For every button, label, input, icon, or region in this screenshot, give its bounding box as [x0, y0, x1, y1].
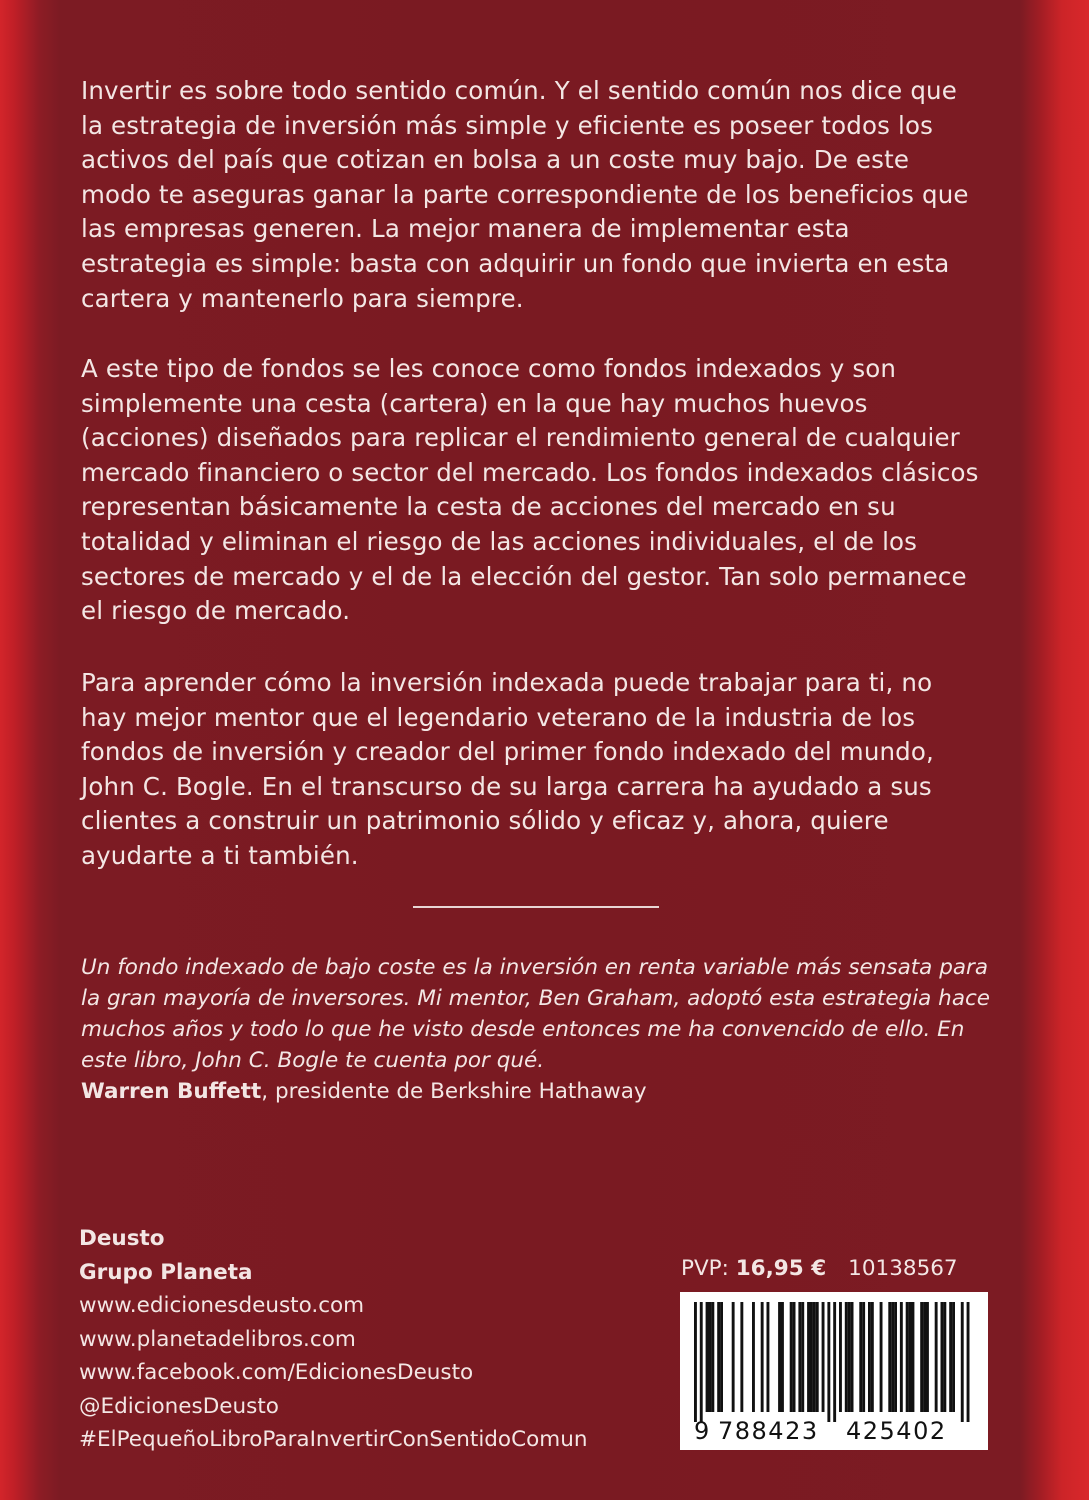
barcode-bar [906, 1302, 909, 1412]
product-code: 10138567 [848, 1256, 958, 1281]
barcode-bar [793, 1302, 796, 1412]
barcode-bar [810, 1302, 813, 1412]
barcode-bar [740, 1302, 743, 1412]
barcode-bar [720, 1302, 723, 1412]
barcode-bar [827, 1302, 830, 1422]
quote-author: Warren Buffett [81, 1079, 262, 1104]
barcode-bar [833, 1302, 836, 1422]
isbn-left-group: 788423 [718, 1417, 819, 1445]
price-row [681, 1254, 958, 1284]
barcode-bar [848, 1302, 851, 1412]
barcode-bar [862, 1302, 865, 1412]
barcode-bar [732, 1302, 735, 1412]
barcode-bar [781, 1302, 784, 1412]
barcode-bar [935, 1302, 938, 1412]
quote-author-role: , presidente de Berkshire Hathaway [261, 1079, 647, 1104]
price-value: 16,95 € [735, 1256, 827, 1281]
barcode-bar [943, 1302, 946, 1412]
barcode-bar [709, 1302, 712, 1412]
barcode-bar [752, 1302, 755, 1412]
barcode-bar [923, 1302, 926, 1412]
barcode-bar [868, 1302, 871, 1412]
body-paragraph-2 [81, 352, 981, 629]
barcode-bar [880, 1302, 883, 1412]
barcode-bar [839, 1302, 842, 1412]
barcode-bar [859, 1302, 862, 1412]
barcode-bar [961, 1302, 964, 1422]
paragraph-text: A este tipo de fondos se les conoce como fondos indexados y son simplemente una cesta (cartera) en la que hay muchos huevos (acciones) diseñados para replicar el rendimiento general de cualquier mercado financiero o sector del mercado. Los fondos indexados clásicos representan básicamente la cesta de acciones del mercado en su totalidad y eliminan el riesgo de las acciones individuales, el de los sectores de mercado y el de la elección del gestor. Tan solo permanece el riesgo de mercado. [81, 354, 979, 626]
barcode-bar [711, 1302, 714, 1412]
barcode-bar [798, 1302, 801, 1412]
barcode-bar [926, 1302, 929, 1412]
barcode-bar [941, 1302, 944, 1412]
barcode-bar [790, 1302, 793, 1412]
barcode-graphic [680, 1292, 988, 1450]
publisher-name: Deusto [79, 1226, 165, 1251]
barcode-bar [967, 1302, 970, 1422]
quote-attribution [81, 1076, 1001, 1107]
barcode-bar [871, 1302, 874, 1412]
barcode-bar [822, 1302, 825, 1412]
barcode-bar [845, 1302, 848, 1412]
barcode-bar [920, 1302, 923, 1412]
barcode-bar [909, 1302, 912, 1412]
planeta-website: www.planetadelibros.com [79, 1326, 356, 1352]
social-handle: @EdicionesDeusto [79, 1393, 279, 1419]
publisher-info [79, 1222, 587, 1457]
barcode-bar [813, 1302, 816, 1412]
barcode-bar [694, 1302, 697, 1422]
barcode-bar [888, 1302, 891, 1412]
barcode-bar [851, 1302, 854, 1412]
barcode-bars [694, 1302, 970, 1422]
barcode-bar [717, 1302, 720, 1412]
publisher-group: Grupo Planeta [79, 1259, 253, 1285]
body-paragraph-3 [81, 666, 981, 874]
body-paragraph-1 [81, 74, 981, 316]
paragraph-text: Para aprender cómo la inversión indexada puede trabajar para ti, no hay mejor mentor que el legendario veterano de la industria de los fondos de inversión y creador del primer fondo indexado del mundo, John C. Bogle. En el transcurso de su larga carrera ha ayudado a sus clientes a construir un patrimonio sólido y eficaz y, ahora, quiere ayudarte a ti también. [81, 668, 934, 870]
barcode-bar [761, 1302, 764, 1412]
barcode-bar [801, 1302, 804, 1412]
facebook-link: www.facebook.com/EdicionesDeusto [79, 1360, 474, 1385]
isbn-first-digit: 9 [694, 1417, 710, 1445]
barcode-bar [767, 1302, 770, 1412]
barcode-bar [900, 1302, 903, 1412]
barcode-bar [894, 1302, 897, 1412]
price-label: PVP: [681, 1256, 736, 1281]
blurb-quote [81, 952, 1001, 1107]
barcode-bar [778, 1302, 781, 1412]
section-divider [413, 906, 659, 908]
quote-text: Un fondo indexado de bajo coste es la inversión en renta variable más sensata para la gran mayoría de inversores. Mi mentor, Ben Graham, adoptó esta estrategia hace muchos años y todo lo que he visto desde entonces me ha convencido de ello. En este libro, John C. Bogle te cuenta por qué. [81, 955, 991, 1073]
publisher-website: www.edicionesdeusto.com [79, 1293, 365, 1318]
hashtag: #ElPequeñoLibroParaInvertirConSentidoComun [79, 1427, 588, 1452]
barcode-bar [891, 1302, 894, 1412]
barcode-bar [700, 1302, 703, 1422]
barcode-bar [912, 1302, 915, 1412]
barcode-bar [949, 1302, 952, 1412]
barcode-bar [706, 1302, 709, 1412]
barcode [680, 1292, 988, 1450]
barcode-bar [952, 1302, 955, 1412]
barcode-bar [807, 1302, 810, 1412]
barcode-bar [816, 1302, 819, 1412]
isbn-right-group: 425402 [846, 1417, 947, 1445]
paragraph-text: Invertir es sobre todo sentido común. Y el sentido común nos dice que la estrategia de inversión más simple y eficiente es poseer todos los activos del país que cotizan en bolsa a un coste muy bajo. De este modo te aseguras ganar la parte correspondiente de los beneficios que las empresas generen. La mejor manera de implementar esta estrategia es simple: basta con adquirir un fondo que invierta en esta cartera y mantenerlo para siempre. [81, 76, 969, 313]
